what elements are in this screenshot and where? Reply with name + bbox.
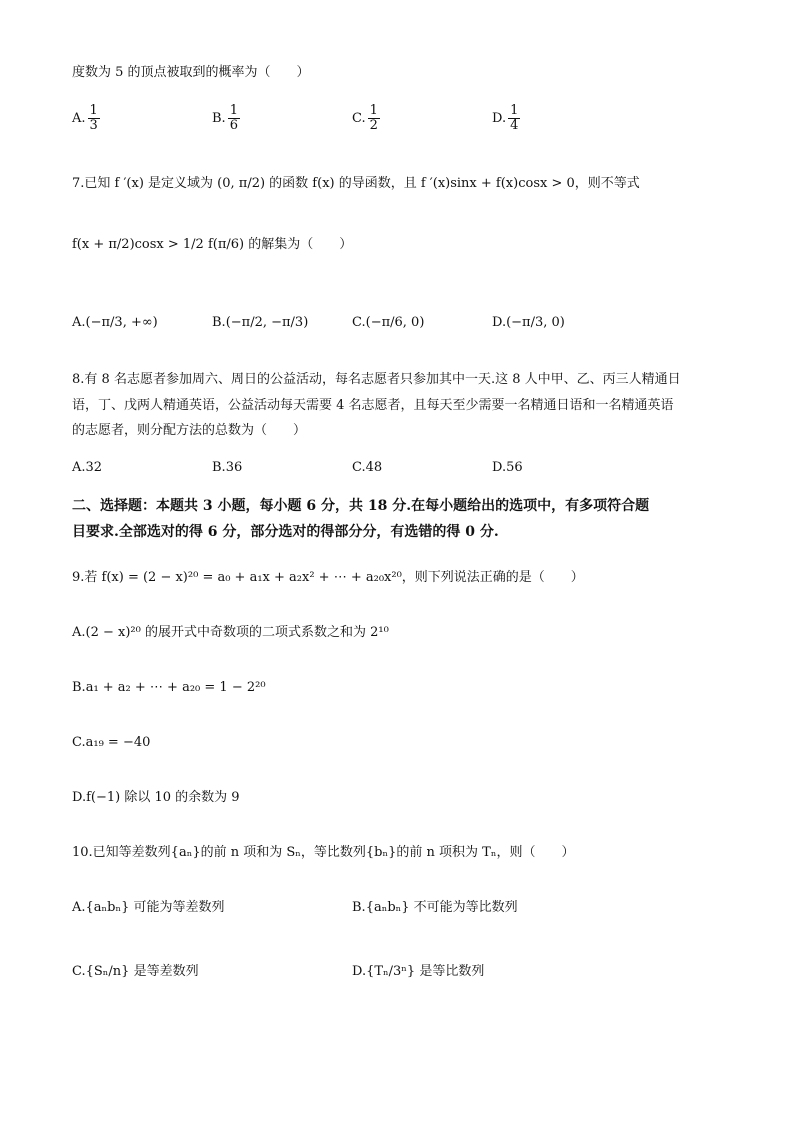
q6-option-b-label: B.: [212, 111, 226, 126]
q7-stem-line1: 7.已知 f ′(x) 是定义域为 (0, π/2) 的函数 f(x) 的导函数，且 f ′(x)sinx + f(x)cosx > 0，则不等式: [72, 176, 640, 191]
q6-option-b-num: 1: [229, 103, 238, 118]
q9-option-d-text: f(−1) 除以 10 的余数为 9: [86, 790, 240, 805]
q8-stem-line1: 8.有 8 名志愿者参加周六、周日的公益活动，每名志愿者只参加其中一天.这 8 人中甲、乙、丙三人精通日: [72, 372, 681, 387]
q6-option-a-den: 3: [89, 118, 98, 133]
q6-option-b: [212, 104, 242, 133]
q8-option-d-label: D.: [492, 460, 507, 475]
q9-option-d-label: D.: [72, 790, 87, 805]
q6-option-c-den: 2: [369, 118, 378, 133]
q8-option-a-text: 32: [85, 460, 103, 475]
q8-option-d: [492, 458, 523, 478]
q10-stem: 10.已知等差数列{aₙ}的前 n 项和为 Sₙ，等比数列{bₙ}的前 n 项积为 Tₙ，则（ ）: [72, 845, 575, 860]
q6-option-d-den: 4: [510, 118, 519, 133]
q6-option-c: [352, 104, 382, 133]
q9-option-a-text: (2 − x)²⁰ 的展开式中奇数项的二项式系数之和为 2¹⁰: [85, 625, 389, 640]
q9-option-b-text: a₁ + a₂ + ⋯ + a₂₀ = 1 − 2²⁰: [85, 680, 266, 695]
q7-option-d: [492, 313, 565, 333]
q6-option-c-fraction: [368, 104, 380, 133]
q9-option-b-label: B.: [72, 680, 86, 695]
q10-option-d: [352, 962, 484, 982]
q8-option-b-text: 36: [225, 460, 243, 475]
q6-option-a-fraction: [88, 104, 100, 133]
q7-option-a-label: A.: [72, 315, 86, 330]
q7-option-d-text: (−π/3, 0): [506, 315, 565, 330]
q8-option-b-label: B.: [212, 460, 226, 475]
q6-option-c-label: C.: [352, 111, 366, 126]
section2-heading-line1: 二、选择题：本题共 3 小题，每小题 6 分，共 18 分.在每小题给出的选项中，有多项符合题: [72, 498, 650, 514]
q8-option-a: [72, 458, 102, 478]
q8-stem-line3: 的志愿者，则分配方法的总数为（ ）: [72, 423, 307, 438]
q10-option-c-label: C.: [72, 964, 86, 979]
q10-option-d-text: {Tₙ/3ⁿ} 是等比数列: [366, 964, 485, 979]
q8-option-c-text: 48: [365, 460, 383, 475]
q7-option-a-text: (−π/3, +∞): [85, 315, 158, 330]
q10-option-b-text: {aₙbₙ} 不可能为等比数列: [365, 900, 518, 915]
q8-option-c-label: C.: [352, 460, 366, 475]
q9-option-b: [72, 678, 266, 698]
q6-option-a-label: A.: [72, 111, 86, 126]
q8-option-a-label: A.: [72, 460, 86, 475]
q7-option-b-label: B.: [212, 315, 226, 330]
q9-option-c-text: a₁₉ = −40: [85, 735, 151, 750]
q6-option-a-num: 1: [89, 103, 98, 118]
q9-option-c: [72, 733, 150, 753]
q6-option-d: [492, 104, 522, 133]
q6-option-d-num: 1: [510, 103, 519, 118]
q6-option-d-fraction: [508, 104, 520, 133]
q7-option-b-text: (−π/2, −π/3): [225, 315, 309, 330]
q8-option-d-text: 56: [506, 460, 523, 475]
q9-option-c-label: C.: [72, 735, 86, 750]
q7-option-c-label: C.: [352, 315, 366, 330]
q6-option-a: [72, 104, 102, 133]
q8-stem-line2: 语，丁、戊两人精通英语，公益活动每天需要 4 名志愿者，且每天至少需要一名精通日语和一名精通英语: [72, 398, 674, 413]
q7-option-a: [72, 313, 158, 333]
q10-option-a: [72, 898, 225, 918]
q10-option-d-label: D.: [352, 964, 367, 979]
q6-option-b-den: 6: [229, 118, 238, 133]
q10-option-a-label: A.: [72, 900, 86, 915]
q8-option-b: [212, 458, 242, 478]
q6-option-c-num: 1: [369, 103, 378, 118]
q7-option-c-text: (−π/6, 0): [365, 315, 425, 330]
q10-option-b-label: B.: [352, 900, 366, 915]
q10-option-c: [72, 962, 199, 982]
q9-option-a: [72, 623, 389, 643]
q7-stem-line2: f(x + π/2)cosx > 1/2 f(π/6) 的解集为（ ）: [72, 237, 353, 252]
q7-option-b: [212, 313, 308, 333]
q6-option-d-label: D.: [492, 111, 507, 126]
q9-stem: 9.若 f(x) = (2 − x)²⁰ = a₀ + a₁x + a₂x² + ⋯ + a₂₀x²⁰，则下列说法正确的是（ ）: [72, 570, 584, 585]
q6-stem-tail: 度数为 5 的顶点被取到的概率为（ ）: [72, 65, 310, 80]
q9-option-a-label: A.: [72, 625, 86, 640]
q10-option-b: [352, 898, 518, 918]
section2-heading-line2: 目要求.全部选对的得 6 分，部分选对的得部分分，有选错的得 0 分.: [72, 524, 499, 540]
q8-option-c: [352, 458, 382, 478]
q7-option-c: [352, 313, 424, 333]
q10-option-a-text: {aₙbₙ} 可能为等差数列: [85, 900, 225, 915]
q9-option-d: [72, 788, 240, 808]
q7-option-d-label: D.: [492, 315, 507, 330]
q6-option-b-fraction: [228, 104, 240, 133]
q10-option-c-text: {Sₙ/n} 是等差数列: [85, 964, 199, 979]
